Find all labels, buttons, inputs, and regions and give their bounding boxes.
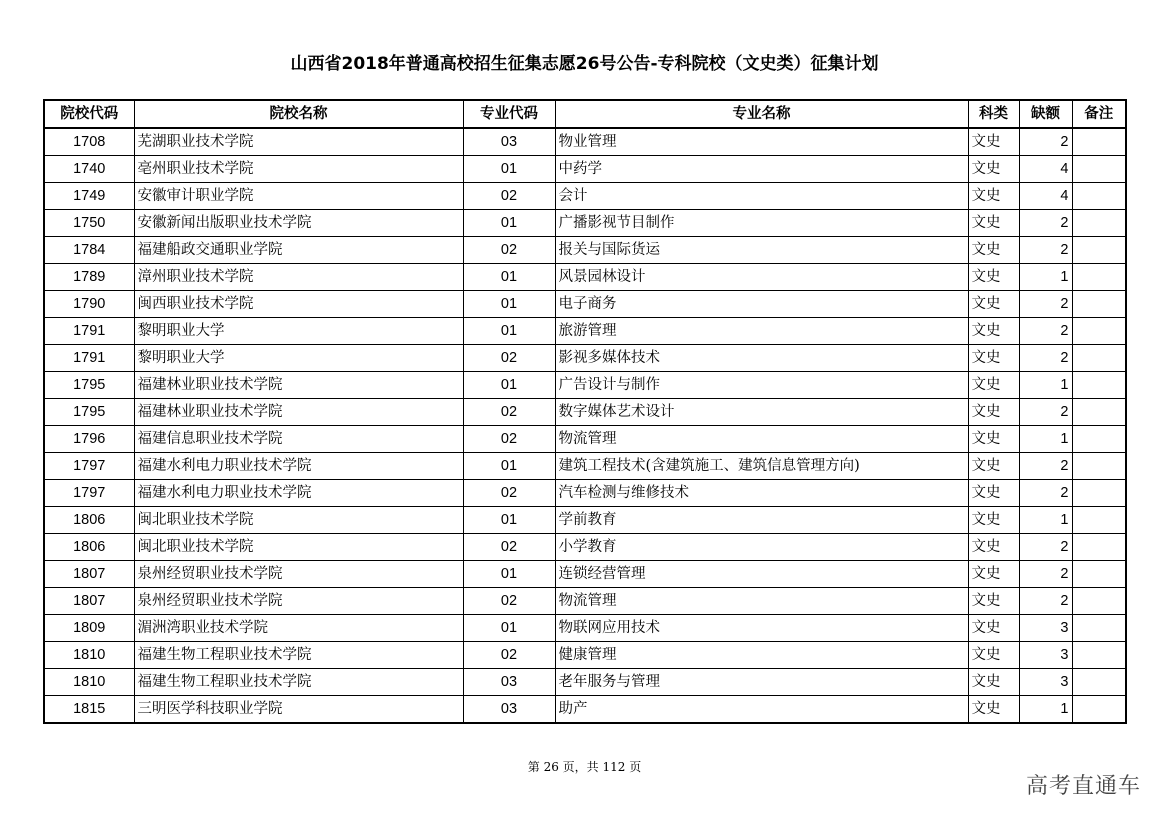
table-body <box>44 128 1126 723</box>
cell-school-code: 1790 <box>44 291 134 318</box>
cell-vacancy: 1 <box>1019 507 1072 534</box>
header-note: 备注 <box>1072 100 1126 128</box>
cell-subject: 文史 <box>968 372 1019 399</box>
cell-major-name: 物联网应用技术 <box>555 615 968 642</box>
cell-major-code: 02 <box>463 480 555 507</box>
cell-subject: 文史 <box>968 615 1019 642</box>
table-row <box>44 696 1126 724</box>
cell-vacancy: 1 <box>1019 426 1072 453</box>
cell-school-name: 福建信息职业技术学院 <box>134 426 463 453</box>
enrollment-plan-table <box>43 99 1127 724</box>
table-row <box>44 453 1126 480</box>
cell-major-name: 物业管理 <box>555 128 968 156</box>
watermark-text: 高考直通车 <box>1025 774 1141 799</box>
cell-major-code: 01 <box>463 372 555 399</box>
cell-subject: 文史 <box>968 264 1019 291</box>
cell-vacancy: 2 <box>1019 318 1072 345</box>
cell-major-name: 汽车检测与维修技术 <box>555 480 968 507</box>
cell-subject: 文史 <box>968 426 1019 453</box>
table-row <box>44 291 1126 318</box>
cell-school-code: 1795 <box>44 399 134 426</box>
cell-major-code: 02 <box>463 345 555 372</box>
cell-school-code: 1809 <box>44 615 134 642</box>
cell-note <box>1072 642 1126 669</box>
cell-subject: 文史 <box>968 237 1019 264</box>
cell-vacancy: 1 <box>1019 372 1072 399</box>
table-row <box>44 588 1126 615</box>
table-row <box>44 561 1126 588</box>
cell-school-code: 1806 <box>44 534 134 561</box>
cell-subject: 文史 <box>968 642 1019 669</box>
cell-school-name: 福建水利电力职业技术学院 <box>134 480 463 507</box>
cell-vacancy: 2 <box>1019 237 1072 264</box>
cell-vacancy: 3 <box>1019 615 1072 642</box>
table-row <box>44 669 1126 696</box>
cell-vacancy: 2 <box>1019 453 1072 480</box>
cell-major-name: 健康管理 <box>555 642 968 669</box>
cell-vacancy: 2 <box>1019 128 1072 156</box>
cell-school-code: 1810 <box>44 642 134 669</box>
cell-major-name: 老年服务与管理 <box>555 669 968 696</box>
cell-vacancy: 1 <box>1019 696 1072 724</box>
cell-note <box>1072 669 1126 696</box>
cell-major-name: 小学教育 <box>555 534 968 561</box>
cell-vacancy: 2 <box>1019 534 1072 561</box>
table-row <box>44 264 1126 291</box>
table-row <box>44 156 1126 183</box>
cell-note <box>1072 399 1126 426</box>
cell-major-code: 03 <box>463 696 555 724</box>
cell-major-code: 02 <box>463 534 555 561</box>
header-major-name: 专业名称 <box>555 100 968 128</box>
cell-school-code: 1791 <box>44 345 134 372</box>
cell-school-name: 闽西职业技术学院 <box>134 291 463 318</box>
cell-school-name: 泉州经贸职业技术学院 <box>134 561 463 588</box>
cell-major-code: 02 <box>463 642 555 669</box>
table-row <box>44 345 1126 372</box>
page-footer: 第 26 页，共 112 页 <box>527 760 642 774</box>
cell-major-name: 影视多媒体技术 <box>555 345 968 372</box>
cell-school-code: 1749 <box>44 183 134 210</box>
cell-school-code: 1806 <box>44 507 134 534</box>
cell-major-name: 旅游管理 <box>555 318 968 345</box>
cell-school-name: 福建林业职业技术学院 <box>134 399 463 426</box>
cell-major-code: 01 <box>463 453 555 480</box>
cell-school-name: 黎明职业大学 <box>134 345 463 372</box>
cell-subject: 文史 <box>968 588 1019 615</box>
cell-note <box>1072 453 1126 480</box>
cell-school-code: 1795 <box>44 372 134 399</box>
cell-school-name: 福建船政交通职业学院 <box>134 237 463 264</box>
cell-major-name: 中药学 <box>555 156 968 183</box>
cell-school-name: 漳州职业技术学院 <box>134 264 463 291</box>
cell-school-code: 1708 <box>44 128 134 156</box>
cell-school-name: 闽北职业技术学院 <box>134 534 463 561</box>
header-school-name: 院校名称 <box>134 100 463 128</box>
cell-major-name: 电子商务 <box>555 291 968 318</box>
cell-note <box>1072 615 1126 642</box>
cell-note <box>1072 696 1126 724</box>
cell-subject: 文史 <box>968 210 1019 237</box>
cell-vacancy: 2 <box>1019 399 1072 426</box>
cell-major-name: 会计 <box>555 183 968 210</box>
cell-major-name: 广告设计与制作 <box>555 372 968 399</box>
cell-note <box>1072 128 1126 156</box>
cell-school-code: 1815 <box>44 696 134 724</box>
table-row <box>44 642 1126 669</box>
cell-major-code: 02 <box>463 399 555 426</box>
cell-major-code: 03 <box>463 669 555 696</box>
cell-note <box>1072 210 1126 237</box>
cell-school-name: 安徽审计职业学院 <box>134 183 463 210</box>
cell-school-code: 1797 <box>44 453 134 480</box>
cell-note <box>1072 480 1126 507</box>
table-row <box>44 318 1126 345</box>
cell-major-name: 广播影视节目制作 <box>555 210 968 237</box>
cell-major-code: 01 <box>463 210 555 237</box>
cell-major-code: 03 <box>463 128 555 156</box>
cell-school-code: 1750 <box>44 210 134 237</box>
cell-school-name: 芜湖职业技术学院 <box>134 128 463 156</box>
cell-note <box>1072 588 1126 615</box>
cell-note <box>1072 426 1126 453</box>
cell-school-name: 福建生物工程职业技术学院 <box>134 669 463 696</box>
header-school-code: 院校代码 <box>44 100 134 128</box>
cell-vacancy: 2 <box>1019 561 1072 588</box>
cell-major-code: 01 <box>463 615 555 642</box>
cell-major-name: 物流管理 <box>555 426 968 453</box>
table-row <box>44 480 1126 507</box>
cell-school-name: 湄洲湾职业技术学院 <box>134 615 463 642</box>
cell-vacancy: 2 <box>1019 210 1072 237</box>
cell-major-code: 02 <box>463 426 555 453</box>
cell-note <box>1072 183 1126 210</box>
cell-subject: 文史 <box>968 345 1019 372</box>
cell-note <box>1072 318 1126 345</box>
header-major-code: 专业代码 <box>463 100 555 128</box>
cell-subject: 文史 <box>968 399 1019 426</box>
table-row <box>44 372 1126 399</box>
cell-note <box>1072 507 1126 534</box>
cell-subject: 文史 <box>968 507 1019 534</box>
cell-vacancy: 1 <box>1019 264 1072 291</box>
cell-note <box>1072 237 1126 264</box>
cell-subject: 文史 <box>968 453 1019 480</box>
page-title: 山西省2018年普通高校招生征集志愿26号公告-专科院校（文史类）征集计划 <box>290 54 879 74</box>
cell-note <box>1072 534 1126 561</box>
table-header <box>44 100 1126 128</box>
cell-school-code: 1789 <box>44 264 134 291</box>
cell-school-code: 1797 <box>44 480 134 507</box>
cell-school-code: 1807 <box>44 588 134 615</box>
cell-school-code: 1740 <box>44 156 134 183</box>
cell-school-name: 泉州经贸职业技术学院 <box>134 588 463 615</box>
cell-school-code: 1791 <box>44 318 134 345</box>
header-vacancy: 缺额 <box>1019 100 1072 128</box>
cell-vacancy: 4 <box>1019 183 1072 210</box>
table-row <box>44 210 1126 237</box>
cell-major-name: 建筑工程技术(含建筑施工、建筑信息管理方向) <box>555 453 968 480</box>
cell-subject: 文史 <box>968 183 1019 210</box>
cell-school-name: 安徽新闻出版职业技术学院 <box>134 210 463 237</box>
cell-school-code: 1796 <box>44 426 134 453</box>
cell-major-code: 01 <box>463 291 555 318</box>
table-row <box>44 237 1126 264</box>
cell-major-code: 01 <box>463 264 555 291</box>
table-row <box>44 534 1126 561</box>
table-row <box>44 399 1126 426</box>
cell-note <box>1072 156 1126 183</box>
cell-school-name: 亳州职业技术学院 <box>134 156 463 183</box>
cell-major-name: 风景园林设计 <box>555 264 968 291</box>
cell-major-name: 报关与国际货运 <box>555 237 968 264</box>
cell-subject: 文史 <box>968 128 1019 156</box>
cell-major-name: 助产 <box>555 696 968 724</box>
cell-major-name: 连锁经营管理 <box>555 561 968 588</box>
cell-subject: 文史 <box>968 669 1019 696</box>
cell-vacancy: 2 <box>1019 345 1072 372</box>
cell-vacancy: 3 <box>1019 669 1072 696</box>
cell-school-name: 三明医学科技职业学院 <box>134 696 463 724</box>
cell-school-name: 闽北职业技术学院 <box>134 507 463 534</box>
cell-subject: 文史 <box>968 156 1019 183</box>
cell-major-code: 02 <box>463 183 555 210</box>
cell-subject: 文史 <box>968 480 1019 507</box>
cell-major-code: 01 <box>463 318 555 345</box>
cell-school-name: 福建水利电力职业技术学院 <box>134 453 463 480</box>
table-row <box>44 183 1126 210</box>
cell-major-name: 物流管理 <box>555 588 968 615</box>
cell-subject: 文史 <box>968 696 1019 724</box>
cell-school-code: 1810 <box>44 669 134 696</box>
cell-note <box>1072 291 1126 318</box>
cell-vacancy: 4 <box>1019 156 1072 183</box>
cell-major-name: 数字媒体艺术设计 <box>555 399 968 426</box>
header-subject: 科类 <box>968 100 1019 128</box>
cell-note <box>1072 264 1126 291</box>
cell-school-name: 福建生物工程职业技术学院 <box>134 642 463 669</box>
cell-vacancy: 2 <box>1019 291 1072 318</box>
cell-note <box>1072 372 1126 399</box>
table-row <box>44 128 1126 156</box>
cell-vacancy: 2 <box>1019 588 1072 615</box>
cell-major-code: 01 <box>463 156 555 183</box>
cell-major-code: 01 <box>463 561 555 588</box>
cell-vacancy: 3 <box>1019 642 1072 669</box>
cell-major-code: 01 <box>463 507 555 534</box>
cell-note <box>1072 345 1126 372</box>
cell-school-name: 福建林业职业技术学院 <box>134 372 463 399</box>
cell-vacancy: 2 <box>1019 480 1072 507</box>
cell-school-code: 1784 <box>44 237 134 264</box>
cell-school-name: 黎明职业大学 <box>134 318 463 345</box>
cell-major-code: 02 <box>463 588 555 615</box>
cell-note <box>1072 561 1126 588</box>
cell-subject: 文史 <box>968 561 1019 588</box>
cell-school-code: 1807 <box>44 561 134 588</box>
table-row <box>44 615 1126 642</box>
cell-subject: 文史 <box>968 318 1019 345</box>
table-row <box>44 426 1126 453</box>
header-row <box>44 100 1126 128</box>
cell-subject: 文史 <box>968 291 1019 318</box>
cell-subject: 文史 <box>968 534 1019 561</box>
cell-major-code: 02 <box>463 237 555 264</box>
cell-major-name: 学前教育 <box>555 507 968 534</box>
table-row <box>44 507 1126 534</box>
